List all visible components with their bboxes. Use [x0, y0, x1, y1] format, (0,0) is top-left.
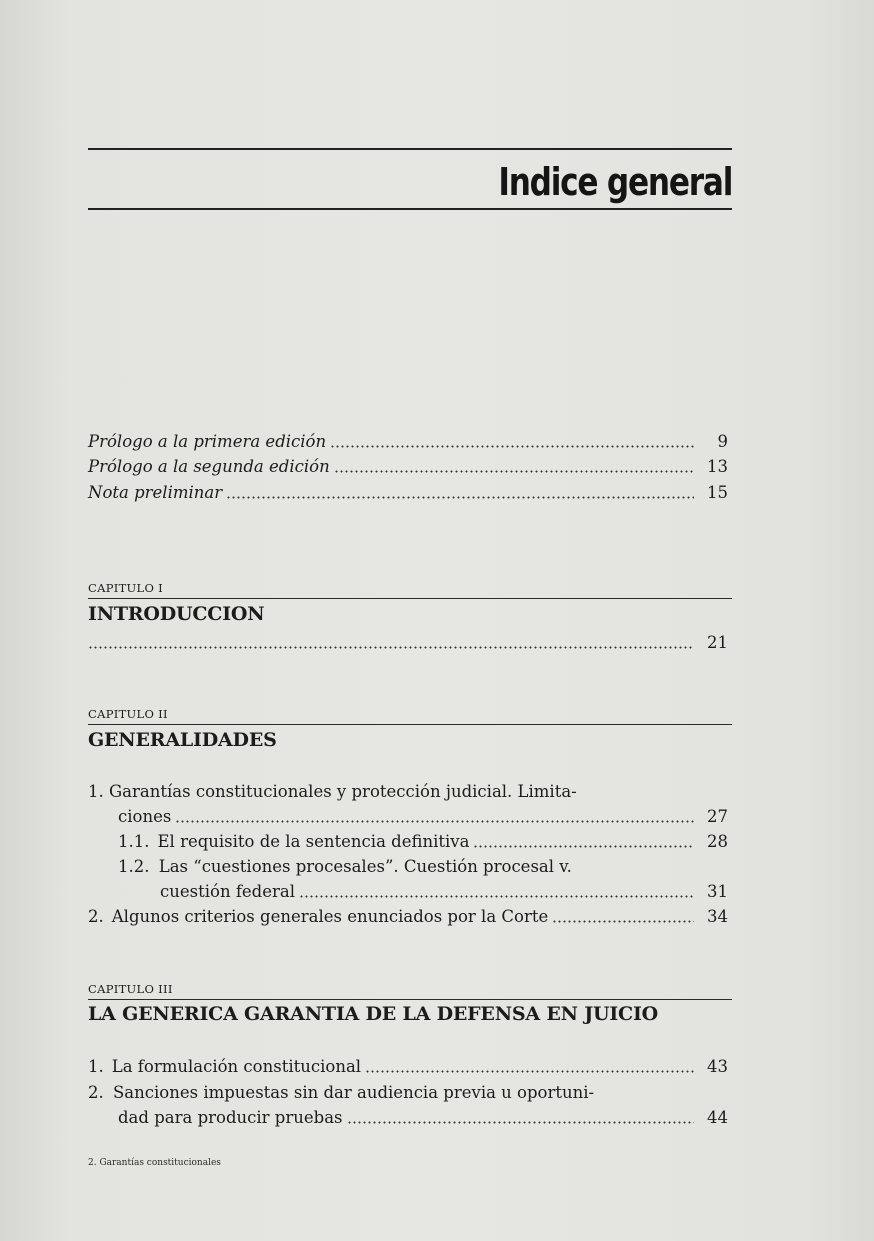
chapter-label: CAPITULO I [88, 581, 164, 595]
toc-entry-cuestiones [160, 880, 728, 904]
toc-entry-criterios [88, 905, 728, 929]
toc-entry-number: 1. [88, 782, 104, 801]
dot-leader [299, 895, 694, 898]
toc-entry-line [88, 780, 577, 804]
toc-entry-text: El requisito de la sentencia definitiva [157, 832, 470, 851]
toc-entry-nota-preliminar [88, 481, 728, 505]
chapter-title: GENERALIDADES [88, 729, 277, 751]
toc-entry-prologo-primera [88, 430, 728, 454]
chapter-label: CAPITULO III [88, 982, 173, 996]
dot-leader [473, 845, 694, 848]
toc-entry-text: Sanciones impuestas sin dar audiencia previa u oportuni- [113, 1083, 595, 1102]
toc-entry-text: dad para producir pruebas [118, 1108, 343, 1127]
toc-entry-text: Algunos criterios generales enunciados por la Corte [111, 907, 549, 926]
toc-entry-number: 2. [88, 907, 104, 926]
dot-leader [347, 1121, 694, 1124]
dot-leader [334, 470, 694, 473]
chapter-label: CAPITULO II [88, 707, 168, 721]
toc-entry-requisito [118, 830, 728, 854]
toc-entry-prologo-segunda [88, 455, 728, 479]
toc-entry-text: ciones [118, 807, 172, 826]
toc-entry-text: Garantías constitucionales y protección judicial. Limita- [109, 782, 577, 801]
chapter-title: INTRODUCCION [88, 603, 265, 625]
toc-entry-garantias [118, 805, 728, 829]
toc-entry-page: 31 [707, 882, 728, 901]
chapter-title: LA GENERICA GARANTIA DE LA DEFENSA EN JUICIO [88, 1003, 659, 1025]
dot-leader [175, 820, 694, 823]
toc-entry-text: cuestión federal [160, 882, 296, 901]
toc-entry-page: 9 [717, 432, 728, 451]
toc-entry-formulacion [88, 1055, 728, 1079]
dot-leader [88, 646, 694, 649]
toc-entry-page: 34 [707, 907, 728, 926]
toc-entry-text: Las “cuestiones procesales”. Cuestión procesal v. [158, 857, 572, 876]
dot-leader [226, 496, 694, 499]
toc-entry-page: 27 [707, 807, 728, 826]
toc-entry-label: Prólogo a la primera edición [88, 432, 327, 451]
title-bottom-rule [88, 208, 732, 210]
toc-entry-label: Nota preliminar [88, 483, 223, 502]
toc-entry-page: 43 [707, 1057, 728, 1076]
page-title: Indice general [498, 160, 732, 204]
dot-leader [365, 1070, 694, 1073]
toc-entry-page: 13 [707, 457, 728, 476]
toc-entry-introduccion [88, 631, 728, 655]
toc-entry-page: 21 [707, 633, 728, 652]
toc-entry-number: 1.1. [118, 832, 150, 851]
toc-entry-page: 15 [707, 483, 728, 502]
toc-entry-line [88, 1081, 594, 1105]
dot-leader [330, 445, 694, 448]
toc-entry-number: 1.2. [118, 857, 150, 876]
toc-entry-number: 1. [88, 1057, 104, 1076]
chapter-rule [88, 724, 732, 725]
toc-entry-sanciones [118, 1106, 728, 1130]
toc-entry-page: 44 [707, 1108, 728, 1127]
chapter-rule [88, 598, 732, 599]
toc-entry-page: 28 [707, 832, 728, 851]
chapter-rule [88, 999, 732, 1000]
toc-entry-text: La formulación constitucional [111, 1057, 362, 1076]
toc-entry-number: 2. [88, 1083, 104, 1102]
title-top-rule [88, 148, 732, 150]
toc-entry-label: Prólogo a la segunda edición [88, 457, 330, 476]
toc-entry-line [118, 855, 572, 879]
page-footer: 2. Garantías constitucionales [88, 1158, 221, 1168]
dot-leader [552, 920, 694, 923]
